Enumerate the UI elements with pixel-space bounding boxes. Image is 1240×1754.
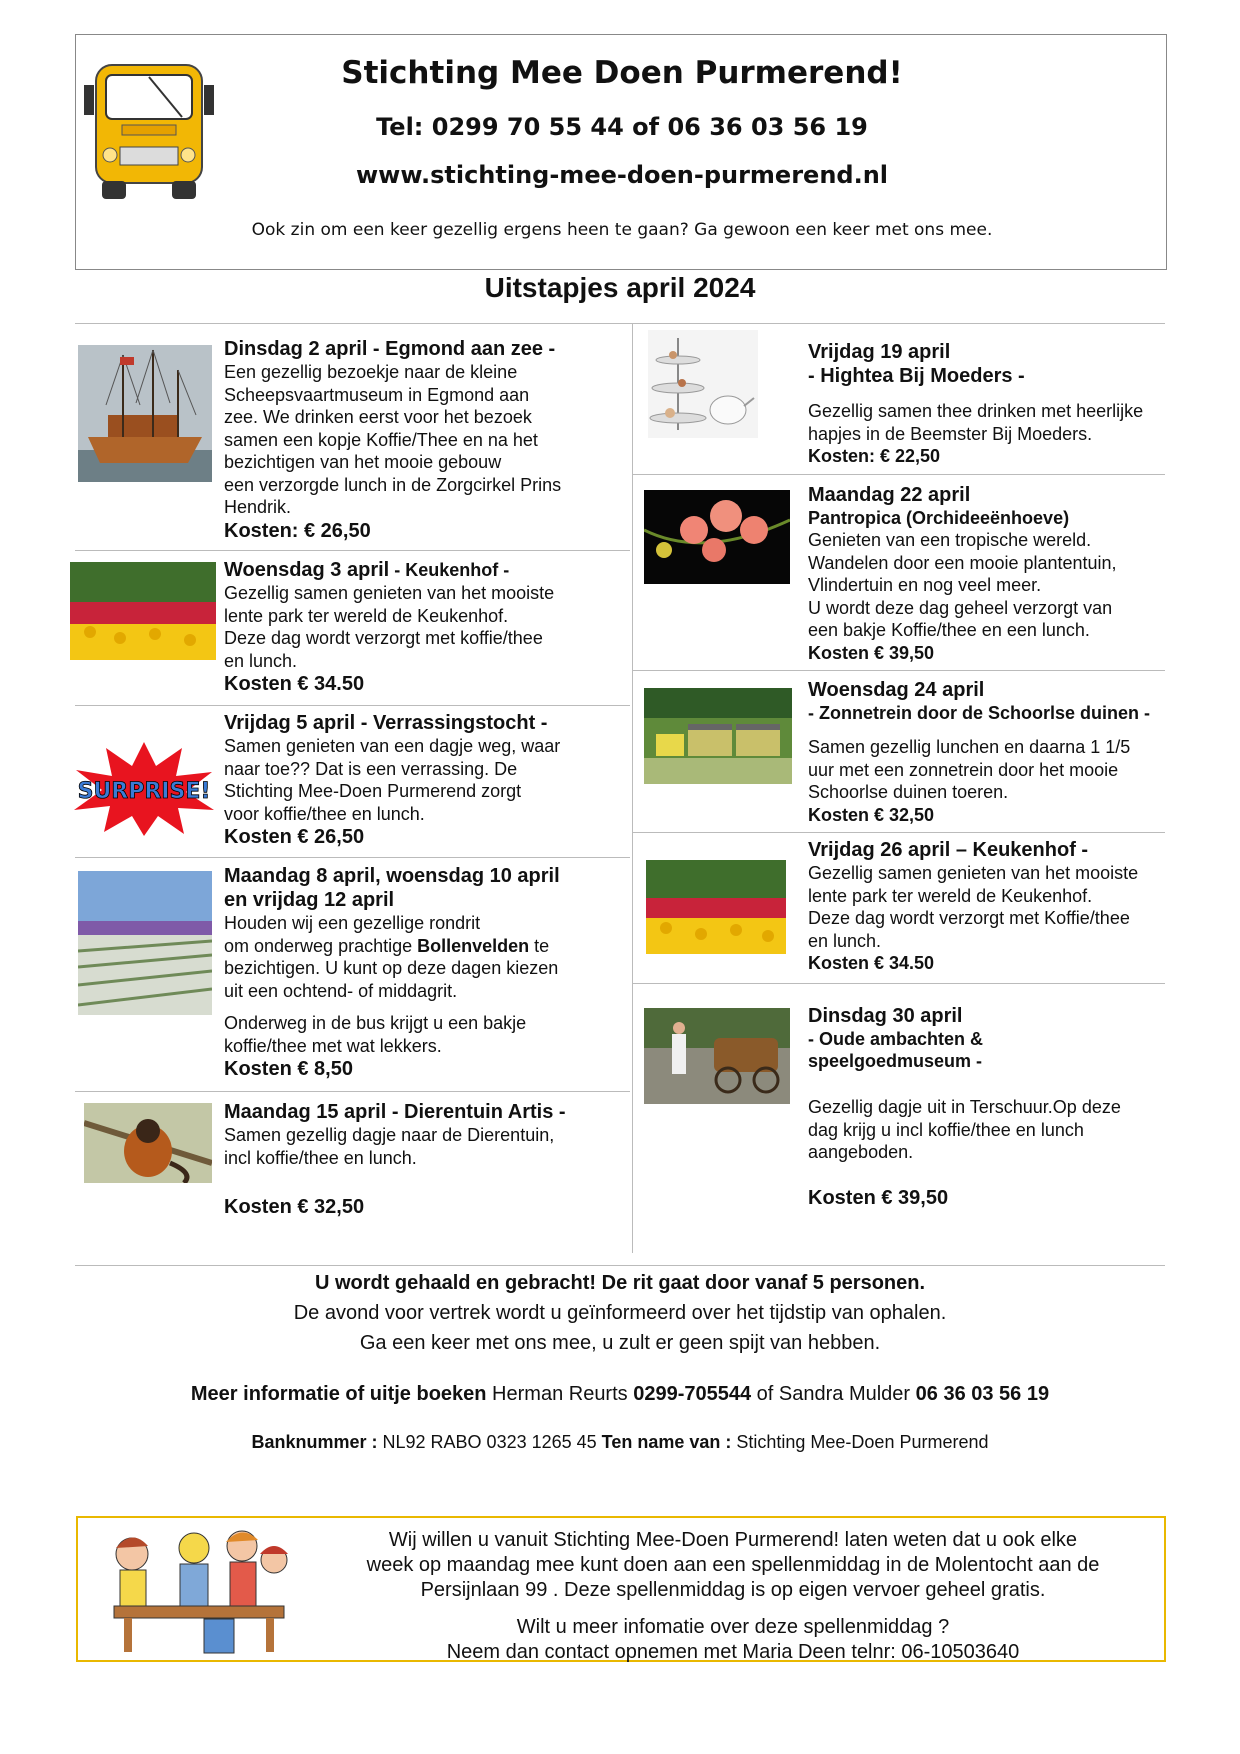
contact-name: of Sandra Mulder	[751, 1383, 916, 1405]
bank-number: NL92 RABO 0323 1265 45	[382, 1432, 602, 1452]
trip-cost: Kosten € 32,50	[808, 804, 935, 825]
body-line: koffie/thee met wat lekkers.	[224, 1035, 442, 1056]
body-line: Een gezellig bezoekje naar de kleine	[224, 362, 518, 382]
intro-text: Ook zin om een keer gezellig ergens heen te gaan? Ga gewoon een keer met ons mee.	[251, 220, 993, 240]
divider	[75, 705, 630, 706]
pickup-info: De avond voor vertrek wordt u geïnformeerd over het tijdstip van ophalen.	[293, 1302, 947, 1324]
card-players-illustration	[84, 1524, 304, 1654]
games-afternoon-box	[76, 1516, 1166, 1662]
body-line: zee. We drinken eerst voor het bezoek	[224, 407, 532, 427]
divider	[632, 474, 1165, 475]
highlight-text: Bollenvelden	[417, 935, 530, 956]
divider	[75, 1265, 1165, 1266]
trip-name: - Dierentuin Artis -	[386, 1101, 566, 1123]
flowerfield-photo	[78, 871, 212, 1015]
body-line: U wordt deze dag geheel verzorgt van	[808, 597, 1113, 618]
surprise-label: SURPRISE!	[77, 779, 211, 804]
trip-date: Vrijdag 26 april – Keukenhof -	[808, 839, 1089, 861]
body-line: hapjes in de Beemster Bij Moeders.	[808, 423, 1093, 444]
body-line	[224, 935, 634, 958]
games-line: Wilt u meer infomatie over deze spellenmiddag ?	[516, 1616, 950, 1638]
trip-text	[224, 558, 624, 696]
trip-name: speelgoedmuseum -	[808, 1051, 983, 1071]
divider	[632, 832, 1165, 833]
bank-line	[0, 1432, 1240, 1453]
trip-text	[224, 337, 624, 543]
body-line: Hendrik.	[224, 497, 292, 517]
trip-name: Pantropica (Orchideeënhoeve)	[808, 508, 1070, 528]
games-line: week op maandag mee kunt doen aan een spellenmiddag in de Molentocht aan de	[366, 1554, 1100, 1576]
trip-text	[224, 1100, 634, 1219]
trip-text	[808, 838, 1208, 974]
games-line: Wij willen u vanuit Stichting Mee-Doen Purmerend! laten weten dat u ook elke	[388, 1529, 1078, 1551]
body-text: om onderweg prachtige	[224, 935, 418, 956]
trip-text	[808, 678, 1228, 826]
orchid-photo	[644, 490, 790, 584]
body-line: Samen gezellig lunchen en daarna 1 1/5	[808, 737, 1131, 757]
bank-label: Banknummer :	[251, 1432, 383, 1452]
body-line: Gezellig samen genieten van het mooiste	[224, 583, 555, 603]
body-line: bezichtigen van het mooie gebouw	[224, 452, 502, 472]
trip-date: Dinsdag 2 april	[224, 338, 368, 360]
body-line: een bakje Koffie/thee en een lunch.	[808, 620, 1090, 640]
phone-line: Tel: 0299 70 55 44 of 06 36 03 56 19	[376, 113, 868, 141]
body-line: naar toe?? Dat is een verrassing. De	[224, 758, 518, 779]
trip-text	[808, 483, 1208, 664]
trip-cost: Kosten € 34.50	[224, 673, 365, 695]
games-line: Persijnlaan 99 . Deze spellenmiddag is op eigen vervoer geheel gratis.	[420, 1579, 1046, 1601]
body-line: Stichting Mee-Doen Purmerend zorgt	[224, 781, 522, 801]
surprise-burst-image	[72, 740, 216, 836]
header-box	[75, 34, 1167, 270]
divider	[632, 670, 1165, 671]
account-name: Stichting Mee-Doen Purmerend	[736, 1432, 989, 1452]
divider	[632, 983, 1165, 984]
body-line: bezichtigen. U kunt op deze dagen kiezen	[224, 958, 559, 978]
sun-train-photo	[644, 688, 792, 784]
body-line: Wandelen door een mooie plantentuin,	[808, 552, 1117, 573]
body-line: Gezellig dagje uit in Terschuur.Op deze	[808, 1097, 1121, 1117]
body-line: uit een ochtend- of middagrit.	[224, 980, 458, 1001]
trip-date: Maandag 15 april	[224, 1101, 387, 1123]
trip-text	[224, 864, 634, 1081]
body-line: Houden wij een gezellige rondrit	[224, 913, 481, 933]
trip-text	[224, 711, 624, 849]
craft-cart-photo	[644, 1008, 790, 1104]
body-line: Onderweg in de bus krijgt u een bakje	[224, 1013, 527, 1033]
body-line: Gezellig samen genieten van het mooiste	[808, 863, 1139, 883]
page-title: Uitstapjes april 2024	[484, 272, 756, 303]
org-name: Stichting Mee Doen Purmerend!	[341, 55, 903, 91]
contact-label: Meer informatie of uitje boeken	[190, 1383, 487, 1405]
trip-cost: Kosten € 39,50	[808, 642, 935, 663]
body-line: een verzorgde lunch in de Zorgcirkel Prins	[224, 474, 562, 495]
body-line: lente park ter wereld de Keukenhof.	[808, 885, 1093, 906]
trip-cost: Kosten: € 26,50	[224, 519, 371, 542]
body-line: Schoorlse duinen toeren.	[808, 782, 1009, 802]
trip-cost: Kosten € 32,50	[224, 1196, 365, 1218]
body-text: te	[529, 935, 550, 956]
body-line: Deze dag wordt verzorgt met koffie/thee	[224, 628, 543, 648]
trip-cost: Kosten: € 22,50	[808, 446, 941, 466]
hightea-photo	[648, 330, 758, 438]
trip-date: Vrijdag 19 april	[808, 341, 951, 363]
contact-line	[0, 1383, 1240, 1406]
body-line: Deze dag wordt verzorgt met Koffie/thee	[808, 908, 1130, 928]
trip-cost: Kosten € 39,50	[808, 1186, 949, 1209]
body-line: lente park ter wereld de Keukenhof.	[224, 605, 509, 626]
body-line: uur met een zonnetrein door het mooie	[808, 759, 1119, 780]
body-line: Gezellig samen thee drinken met heerlijke	[808, 401, 1144, 421]
trip-name: - Hightea Bij Moeders -	[808, 365, 1025, 387]
body-line: dag krijg u incl koffie/thee en lunch	[808, 1119, 1084, 1140]
trip-name: - Oude ambachten &	[808, 1029, 984, 1049]
games-text	[308, 1528, 1158, 1665]
body-line: Samen gezellig dagje naar de Dierentuin,	[224, 1125, 555, 1145]
trip-date: Vrijdag 5 april	[224, 712, 356, 734]
pickup-notice: U wordt gehaald en gebracht! De rit gaat door vanaf 5 personen.	[314, 1272, 926, 1294]
trip-cost: Kosten € 8,50	[224, 1058, 353, 1080]
trip-date: Woensdag 24 april	[808, 679, 985, 701]
body-line: voor koffie/thee en lunch.	[224, 803, 425, 824]
trip-date: Maandag 8 april, woensdag 10 april	[224, 865, 560, 887]
trip-name: - Zonnetrein door de Schoorlse duinen -	[808, 703, 1151, 723]
website-line: www.stichting-mee-doen-purmerend.nl	[355, 161, 889, 189]
body-line: Genieten van een tropische wereld.	[808, 530, 1092, 550]
contact-name: Herman Reurts	[486, 1383, 634, 1405]
invite-text: Ga een keer met ons mee, u zult er geen spijt van hebben.	[359, 1332, 881, 1354]
tulip-photo	[646, 860, 786, 954]
body-line: samen een kopje Koffie/Thee en na het	[224, 429, 538, 450]
account-name-label: Ten name van :	[601, 1432, 737, 1452]
ship-photo	[78, 345, 212, 482]
trip-text	[808, 1004, 1208, 1210]
body-line: en lunch.	[808, 930, 882, 951]
body-line: Samen genieten van een dagje weg, waar	[224, 736, 561, 756]
trip-name: - Egmond aan zee -	[367, 338, 556, 360]
trip-text	[808, 340, 1208, 467]
body-line: Scheepsvaartmuseum in Egmond aan	[224, 384, 530, 405]
contact-phone: 06 36 03 56 19	[915, 1383, 1050, 1405]
divider	[75, 857, 630, 858]
trip-name: - Verrassingstocht -	[355, 712, 548, 734]
contact-phone: 0299-705544	[633, 1383, 752, 1405]
body-line: incl koffie/thee en lunch.	[224, 1147, 417, 1168]
trip-name: - Keukenhof -	[389, 560, 510, 580]
divider	[75, 550, 630, 551]
body-line: Vlindertuin en nog veel meer.	[808, 575, 1042, 595]
trip-cost: Kosten € 34.50	[808, 953, 935, 973]
body-line: aangeboden.	[808, 1142, 914, 1162]
trip-date: en vrijdag 12 april	[224, 889, 395, 911]
trip-date: Woensdag 3 april	[224, 559, 390, 581]
games-line: Neem dan contact opnemen met Maria Deen telnr: 06-10503640	[446, 1641, 1020, 1663]
tulip-photo	[70, 562, 216, 660]
trip-date: Dinsdag 30 april	[808, 1005, 963, 1027]
trip-cost: Kosten € 26,50	[224, 826, 365, 848]
divider	[75, 1091, 630, 1092]
body-line: en lunch.	[224, 650, 298, 671]
divider	[75, 323, 1165, 324]
trip-date: Maandag 22 april	[808, 484, 971, 506]
monkey-photo	[84, 1103, 212, 1183]
